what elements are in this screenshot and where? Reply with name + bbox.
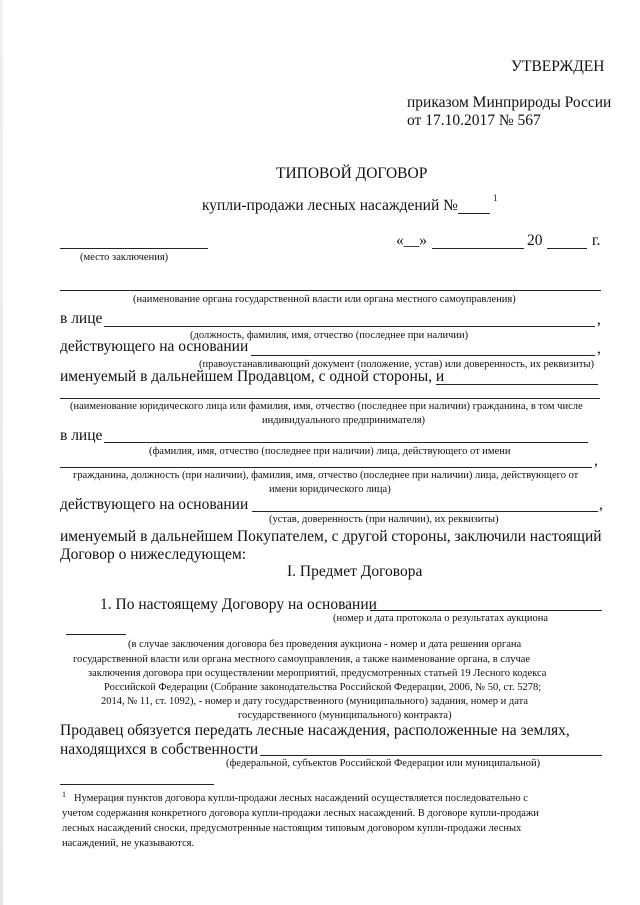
date-month-field[interactable] — [432, 248, 524, 249]
order-line-1: приказом Минприроды России — [407, 94, 612, 111]
long-caption-1: (в случае заключения договора без проведения аукциона - номер и дата решения органа — [128, 639, 522, 650]
document-title: ТИПОВОЙ ДОГОВОР — [276, 165, 428, 182]
buyer-entity-field[interactable] — [60, 398, 600, 399]
seller-obligation-2: находящихся в собственности — [60, 741, 259, 758]
date-day: «__» — [396, 232, 427, 249]
footnote-line-2: учетом содержания конкретного договора купли-продажи лесных насаждений. В договоре купли-продажи — [62, 808, 539, 819]
charter-field[interactable] — [252, 511, 598, 512]
place-field[interactable] — [60, 248, 208, 249]
ownership-field[interactable] — [260, 755, 602, 756]
seller-obligation-1: Продавец обязуется передать лесные насаждения, расположенные на землях, — [60, 722, 570, 739]
order-line-2: от 17.10.2017 № 567 — [407, 112, 541, 129]
paragraph-1-label: 1. По настоящему Договору на основании — [100, 596, 377, 613]
buyer-caption-2: индивидуального предпринимателя) — [262, 415, 426, 426]
buyer-clause-1: именуемый в дальнейшем Покупателем, с другой стороны, заключили настоящий — [60, 528, 602, 545]
person-caption: (фамилия, имя, отчество (последнее при наличии) лица, действующего от имени — [149, 446, 511, 457]
auction-caption: (номер и дата протокола о результатах аукциона — [333, 613, 549, 624]
comma: , — [599, 496, 603, 513]
page-edge — [0, 0, 3, 905]
footnote-mark: 1 — [493, 193, 498, 203]
buyer-representative-field-2[interactable] — [60, 467, 592, 468]
date-year-field[interactable] — [547, 248, 587, 249]
authority-field[interactable] — [60, 290, 601, 291]
buyer-representative-field[interactable] — [104, 442, 588, 443]
in-person-label-2: в лице — [60, 427, 103, 444]
comma: , — [594, 452, 598, 469]
approved-label: УТВЕРЖДЕН — [511, 58, 605, 75]
buyer-caption-1: (наименование юридического лица или фамилия, имя, отчество (последнее при наличии) гражданина, в том числе — [70, 401, 583, 412]
date-suffix: г. — [592, 232, 601, 249]
long-caption-3: заключения договора при осуществлении мероприятий, предусмотренных статьей 19 Лесного кодекса — [88, 668, 547, 679]
ownership-caption: (федеральной, субъектов Российской Федерации или муниципальной) — [226, 758, 541, 769]
authority-caption: (наименование органа государственной власти или органа местного самоуправления) — [133, 294, 516, 305]
long-caption-4: Российской Федерации (Собрание законодательства Российской Федерации, 2006, № 50, ст. 5278; — [104, 682, 542, 693]
citizen-caption-1: гражданина, должность (при наличии), фамилия, имя, отчество (последнее при наличии) лица, действующего от — [73, 470, 579, 481]
document-subtitle: купли-продажи лесных насаждений № — [202, 197, 458, 214]
long-caption-6: государственного (муниципального) контракта) — [238, 710, 452, 721]
footnote-divider — [60, 784, 214, 785]
place-caption: (место заключения) — [80, 252, 169, 263]
contract-number-field[interactable] — [458, 213, 490, 214]
in-person-label-1: в лице — [60, 310, 103, 327]
buyer-name-field[interactable] — [436, 384, 598, 385]
document-caption: (правоустанавливающий документ (положение, устав) или доверенность, их реквизиты) — [199, 359, 595, 370]
long-caption-2: государственной власти или органа местного самоуправления, а также наименование органа, в случае — [73, 654, 531, 665]
footnote-line-4: насаждений, не указываются. — [62, 838, 195, 849]
basis-document-field[interactable] — [251, 355, 595, 356]
acting-basis-label-2: действующего на основании — [60, 496, 249, 513]
footnote-line-1: Нумерация пунктов договора купли-продажи лесных насаждений осуществляется последовательно с — [74, 793, 528, 804]
footnote-line-3: лесных насаждений сноски, предусмотренные настоящим типовым договором купли-продажи лесных — [62, 823, 522, 834]
auction-protocol-field[interactable] — [370, 610, 602, 611]
comma: , — [597, 311, 601, 328]
date-year-prefix: 20 — [527, 232, 543, 249]
representative-field[interactable] — [104, 326, 595, 327]
citizen-caption-2: имени юридического лица) — [269, 484, 391, 495]
long-caption-5: 2014, № 11, ст. 1092), - номер и дату государственного (муниципального) задания, номер и дата — [101, 696, 528, 707]
footnote-number: 1 — [62, 790, 66, 799]
buyer-clause-2: Договор о нижеследующем: — [60, 546, 247, 563]
acting-basis-label-1: действующего на основании — [60, 338, 249, 355]
section-heading: I. Предмет Договора — [287, 563, 423, 580]
comma: , — [597, 340, 601, 357]
charter-caption: (устав, доверенность (при наличии), их реквизиты) — [269, 514, 499, 525]
seller-clause: именуемый в дальнейшем Продавцом, с одной стороны, и — [60, 368, 445, 385]
decision-field[interactable] — [66, 634, 126, 635]
position-caption: (должность, фамилия, имя, отчество (последнее при наличии) — [190, 330, 469, 341]
